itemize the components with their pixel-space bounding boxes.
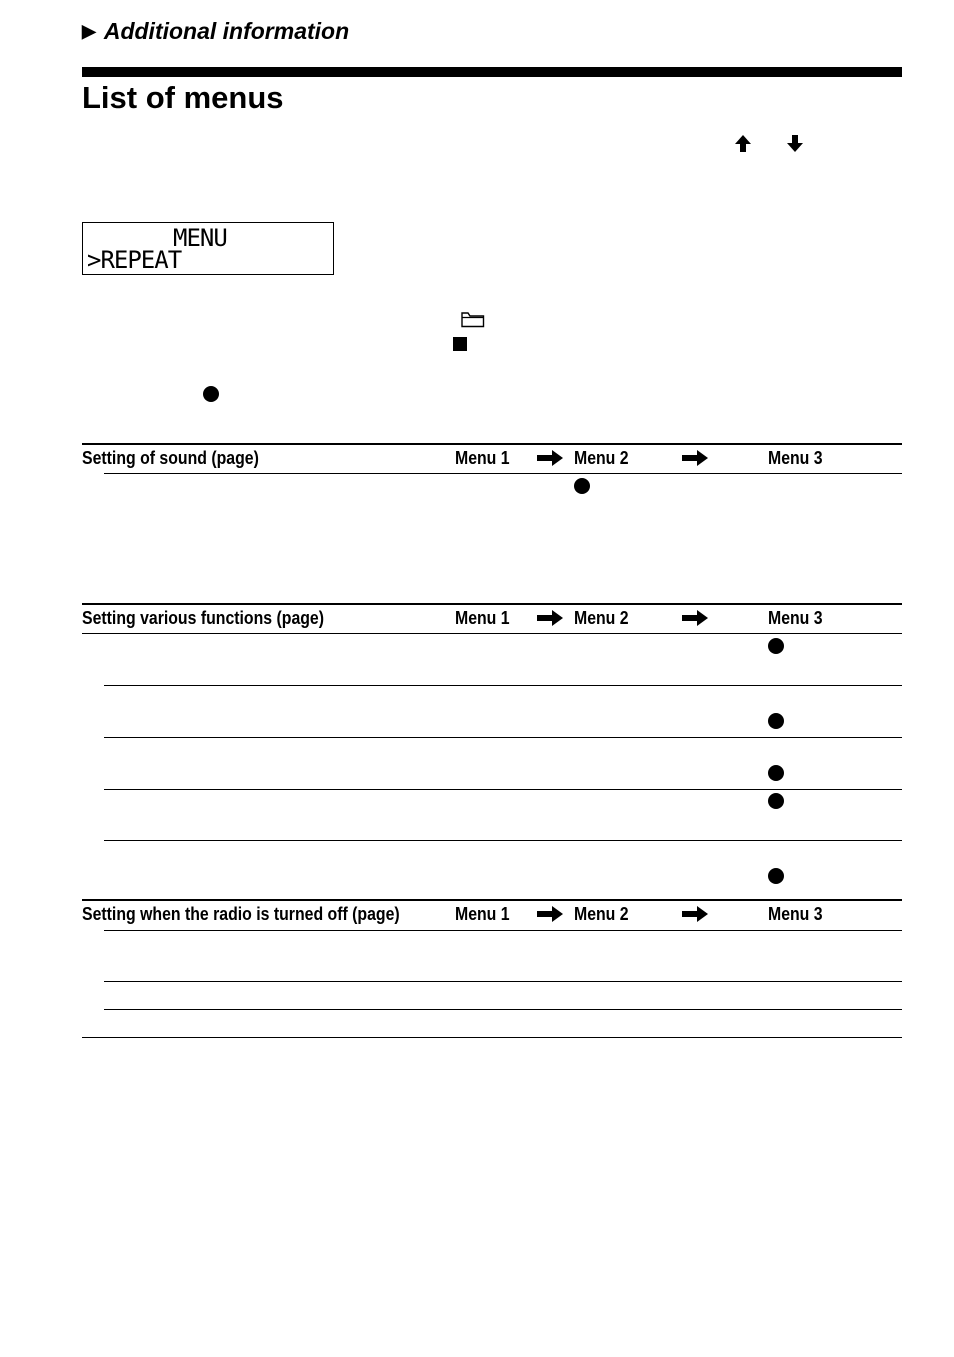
menu2-header: Menu 2: [574, 904, 629, 924]
menu3-header: Menu 3: [768, 608, 823, 628]
row-divider: [104, 1009, 902, 1010]
lcd-line-2: >REPEAT: [87, 246, 182, 274]
arrow-right-icon: [537, 610, 563, 626]
menu1-header: Menu 1: [455, 448, 510, 468]
row-divider: [104, 737, 902, 738]
section-title-radio-off: Setting when the radio is turned off (page): [82, 904, 400, 924]
row-divider: [104, 789, 902, 790]
lcd-line-1: MENU: [173, 224, 227, 252]
row-divider: [104, 473, 902, 474]
menu3-header: Menu 3: [768, 904, 823, 924]
arrow-down-icon: [787, 135, 803, 153]
menu1-header: Menu 1: [455, 608, 510, 628]
table-top-rule: [82, 443, 902, 445]
table-top-rule: [82, 603, 902, 605]
filled-circle-icon: [203, 386, 219, 402]
section-title: Additional information: [103, 18, 350, 44]
arrow-right-icon: [682, 610, 708, 626]
section-marker-icon: ▶: [82, 21, 96, 41]
title-rule: [82, 67, 902, 77]
menu1-header: Menu 1: [455, 904, 510, 924]
table-bottom-rule: [82, 1037, 902, 1038]
row-divider: [104, 981, 902, 982]
menu2-header: Menu 2: [574, 448, 629, 468]
section-title-functions: Setting various functions (page): [82, 608, 325, 628]
row-divider: [104, 930, 902, 931]
filled-circle-icon: [768, 868, 784, 884]
folder-icon: [461, 311, 485, 328]
filled-circle-icon: [768, 713, 784, 729]
arrow-right-icon: [537, 906, 563, 922]
stop-square-icon: [453, 337, 467, 351]
table-top-rule: [82, 899, 902, 901]
arrow-right-icon: [537, 450, 563, 466]
row-divider: [104, 840, 902, 841]
filled-circle-icon: [768, 638, 784, 654]
menu3-header: Menu 3: [768, 448, 823, 468]
row-divider: [104, 685, 902, 686]
section-header: [82, 18, 349, 45]
menu2-header: Menu 2: [574, 608, 629, 628]
section-title-sound: Setting of sound (page): [82, 448, 259, 468]
filled-circle-icon: [768, 765, 784, 781]
lcd-display: [82, 222, 334, 275]
header-divider: [82, 633, 902, 634]
filled-circle-icon: [768, 793, 784, 809]
filled-circle-icon: [574, 478, 590, 494]
arrow-up-icon: [735, 135, 751, 153]
arrow-right-icon: [682, 450, 708, 466]
arrow-right-icon: [682, 906, 708, 922]
page-title: List of menus: [82, 80, 284, 115]
